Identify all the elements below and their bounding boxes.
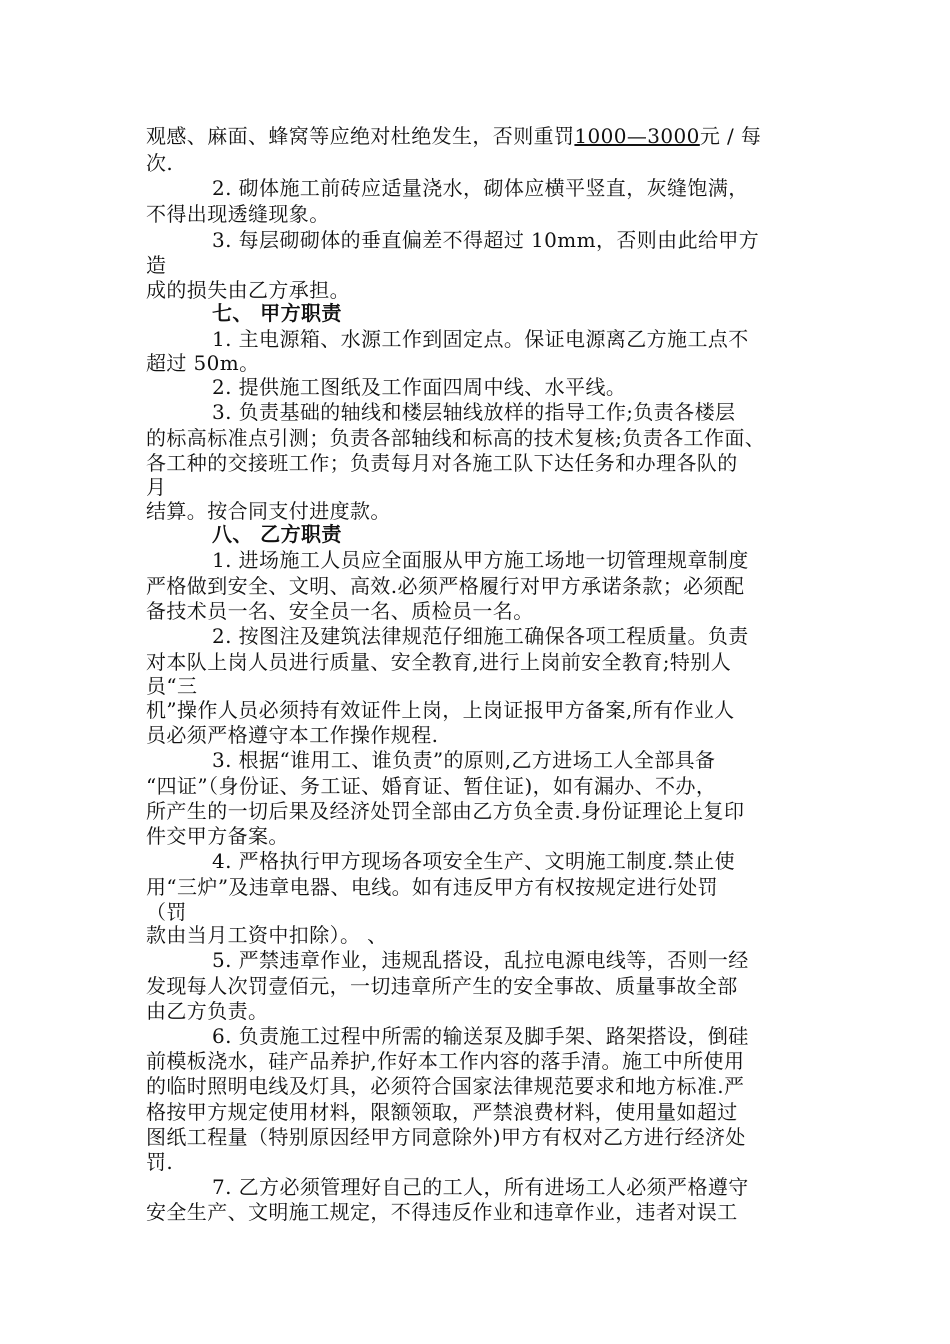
text-line: 的标高标准点引测；负责各部轴线和标高的技术复核;负责各工作面、 xyxy=(146,426,766,450)
text-line: 1. 主电源箱、水源工作到固定点。保证电源离乙方施工点不 xyxy=(212,327,749,351)
text-line: 款由当月工资中扣除）。 、 xyxy=(146,923,388,947)
text-line: 图纸工程量（特别原因经甲方同意除外)甲方有权对乙方进行经济处 xyxy=(146,1125,746,1149)
text-line: 5. 严禁违章作业，违规乱搭设，乱拉电源电线等，否则一经 xyxy=(212,948,749,972)
text-line: “四证”（身份证、务工证、婚育证、暂住证)，如有漏办、不办， xyxy=(146,774,717,798)
text-line: 次. xyxy=(146,151,174,175)
text-line: 员“三 xyxy=(146,674,198,698)
section-heading: 八、 乙方职责 xyxy=(212,522,342,546)
text-line: 严格做到安全、文明、高效.必须严格履行对甲方承诺条款；必须配 xyxy=(146,574,745,598)
text-line: 不得出现透缝现象。 xyxy=(146,202,330,226)
penalty-amount: 1000—3000 xyxy=(574,124,700,148)
text-line: 2. 按图注及建筑法律规范仔细施工确保各项工程质量。负责 xyxy=(212,624,749,648)
text-segment: 观感、麻面、蜂窝等应绝对杜绝发生，否则重罚 xyxy=(146,124,575,148)
text-line: 的临时照明电线及灯具，必须符合国家法律规范要求和地方标准.严 xyxy=(146,1074,745,1098)
text-line: 造 xyxy=(146,253,167,277)
text-line: 发现每人次罚壹佰元，一切违章所产生的安全事故、质量事故全部 xyxy=(146,974,738,998)
text-line: 机”操作人员必须持有效证件上岗，上岗证报甲方备案,所有作业人 xyxy=(146,698,735,722)
text-line: 1. 进场施工人员应全面服从甲方施工场地一切管理规章制度 xyxy=(212,548,749,572)
text-line: 件交甲方备案。 xyxy=(146,824,289,848)
text-line: 成的损失由乙方承担。 xyxy=(146,278,350,302)
text-line: 对本队上岗人员进行质量、安全教育,进行上岗前安全教育;特别人 xyxy=(146,650,732,674)
text-line: 2. 提供施工图纸及工作面四周中线、水平线。 xyxy=(212,375,627,399)
text-line: 4. 严格执行甲方现场各项安全生产、文明施工制度.禁止使 xyxy=(212,849,735,873)
text-line: 月 xyxy=(146,475,167,499)
text-line: 用“三炉”及违章电器、电线。如有违反甲方有权按规定进行处罚 xyxy=(146,875,719,899)
text-line: 所产生的一切后果及经济处罚全部由乙方负全责.身份证理论上复印 xyxy=(146,799,745,823)
text-line xyxy=(146,123,761,150)
text-line: 员必须严格遵守本工作操作规程. xyxy=(146,723,439,747)
text-line: 由乙方负责。 xyxy=(146,999,269,1023)
text-line: 3. 每层砌砌体的垂直偏差不得超过 10mm，否则由此给甲方 xyxy=(212,228,760,252)
text-line: 备技术员一名、安全员一名、质检员一名。 xyxy=(146,599,534,623)
text-line: 超过 50m。 xyxy=(146,351,260,375)
text-line: 各工种的交接班工作；负责每月对各施工队下达任务和办理各队的 xyxy=(146,451,738,475)
text-segment: 元 / 每 xyxy=(699,124,762,148)
text-line: 结算。按合同支付进度款。 xyxy=(146,499,391,523)
text-line: （罚 xyxy=(146,900,187,924)
text-line: 7. 乙方必须管理好自己的工人，所有进场工人必须严格遵守 xyxy=(212,1175,749,1199)
text-line: 前模板浇水，硅产品养护,作好本工作内容的落手清。施工中所使用 xyxy=(146,1049,745,1073)
text-line: 罚. xyxy=(146,1150,174,1174)
section-heading: 七、 甲方职责 xyxy=(212,301,342,325)
text-line: 6. 负责施工过程中所需的输送泵及脚手架、路架搭设，倒硅 xyxy=(212,1024,749,1048)
text-line: 3. 负责基础的轴线和楼层轴线放样的指导工作;负责各楼层 xyxy=(212,400,736,424)
text-line: 安全生产、文明施工规定，不得违反作业和违章作业，违者对误工 xyxy=(146,1200,738,1224)
text-line: 3. 根据“谁用工、谁负责”的原则,乙方进场工人全部具备 xyxy=(212,748,716,772)
text-line: 2. 砌体施工前砖应适量浇水，砌体应横平竖直，灰缝饱满， xyxy=(212,176,749,200)
text-line: 格按甲方规定使用材料，限额领取，严禁浪费材料，使用量如超过 xyxy=(146,1100,738,1124)
